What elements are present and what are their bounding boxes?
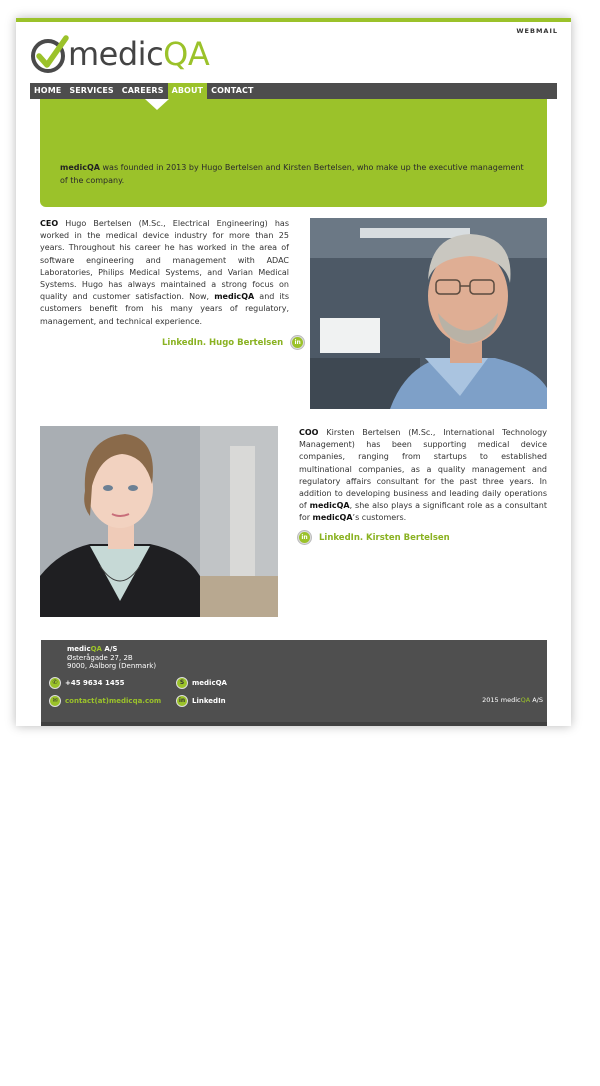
footer [41,640,547,726]
logo[interactable] [30,34,210,74]
footer-phone-number: +45 9634 1455 [65,679,125,687]
coo-brand2-qa: QA [339,513,353,523]
footer-linkedin-label: LinkedIn [192,697,226,705]
footer-bottom-stripe [41,722,547,726]
nav-careers[interactable]: CAREERS [121,86,164,95]
coo-linkedin-link[interactable] [298,531,450,544]
coo-brand-qa: QA [336,501,350,511]
footer-skype[interactable] [176,677,227,689]
footer-copyright [482,696,543,704]
active-nav-indicator [145,99,169,110]
nav-contact[interactable]: CONTACT [211,86,254,95]
coo-bio-text-b: , she also plays a significant role as a consultant for [299,501,547,523]
footer-brand-suffix: A/S [101,645,118,653]
coo-photo [40,426,278,617]
coo-brand-medic: medic [309,501,337,511]
coo-linkedin-label: LinkedIn. Kirsten Bertelsen [319,532,450,543]
skype-icon: S [176,677,188,689]
footer-email-address: contact(at)medicqa.com [65,697,162,705]
ceo-bio [40,218,289,328]
ceo-bio-text-a: Hugo Bertelsen (M.Sc., Electrical Engineering) has worked in the medical device industry for more than 25 years. Throughout his career he has worked in the area of software engineering and management with ADAC Laboratories, Philips Medical Systems, and Varian Medical Systems. Hugo has always maintained a strong focus on quality and customer satisfaction. Now, [40,219,289,302]
ceo-photo [310,218,547,409]
logo-wordmark [68,34,209,74]
ceo-role: CEO [40,219,59,228]
footer-skype-label: medicQA [192,679,227,687]
footer-phone[interactable] [49,677,124,689]
page-container [16,18,571,726]
coo-bio [299,427,547,525]
copyright-prefix: 2015 medic [482,696,521,704]
email-icon: ✉ [49,695,61,707]
linkedin-icon: in [298,531,311,544]
ceo-brand-qa: QA [241,292,255,302]
ceo-brand-medic: medic [214,292,242,302]
coo-brand2-medic: medic [312,513,340,523]
intro-brand: medicQA [60,163,100,172]
footer-address-line2: 9000, Aalborg (Denmark) [67,662,157,670]
coo-portrait-image [40,426,278,617]
coo-role: COO [299,428,319,437]
footer-linkedin[interactable] [176,695,226,707]
footer-brand-medic: medic [67,645,91,653]
ceo-bio-text-b: and its customers benefit from his many years of regulatory, management, and technical experience. [40,292,289,326]
phone-icon: ✆ [49,677,61,689]
ceo-linkedin-label: LinkedIn. Hugo Bertelsen [162,337,284,348]
ceo-portrait-image [310,218,547,409]
intro-panel [40,99,547,207]
ceo-linkedin-link[interactable] [162,336,304,349]
footer-address-block [67,645,156,671]
nav-about[interactable]: ABOUT [168,83,208,99]
footer-email[interactable] [49,695,161,707]
footer-company-name [67,645,156,654]
nav-services[interactable]: SERVICES [69,86,114,95]
nav-home[interactable]: HOME [34,86,62,95]
intro-text [60,161,530,187]
copyright-suffix: A/S [530,696,543,704]
main-nav [30,83,557,99]
webmail-link[interactable]: WEBMAIL [516,27,558,35]
linkedin-icon: in [291,336,304,349]
coo-bio-text-c: ’s customers. [352,513,407,523]
linkedin-icon: in [176,695,188,707]
copyright-qa: QA [520,696,531,704]
footer-brand-qa: QA [90,645,102,653]
top-accent-bar [16,18,571,22]
logo-part-medic: medic [68,35,164,73]
logo-part-qa: QA [163,35,210,73]
intro-sentence: was founded in 2013 by Hugo Bertelsen and Kirsten Bertelsen, who make up the executive management of the company. [60,163,524,185]
checkmark-logo-icon [30,34,70,74]
coo-bio-text-a: Kirsten Bertelsen (M.Sc., International Technology Management) has been supporting medical device companies, ranging from startups to established multinational companies, as a quality management and regulatory affairs consultant for the past three years. In addition to developing business and leading daily operations of [299,428,547,511]
footer-address-line1: Østerågade 27, 2B [67,653,133,662]
